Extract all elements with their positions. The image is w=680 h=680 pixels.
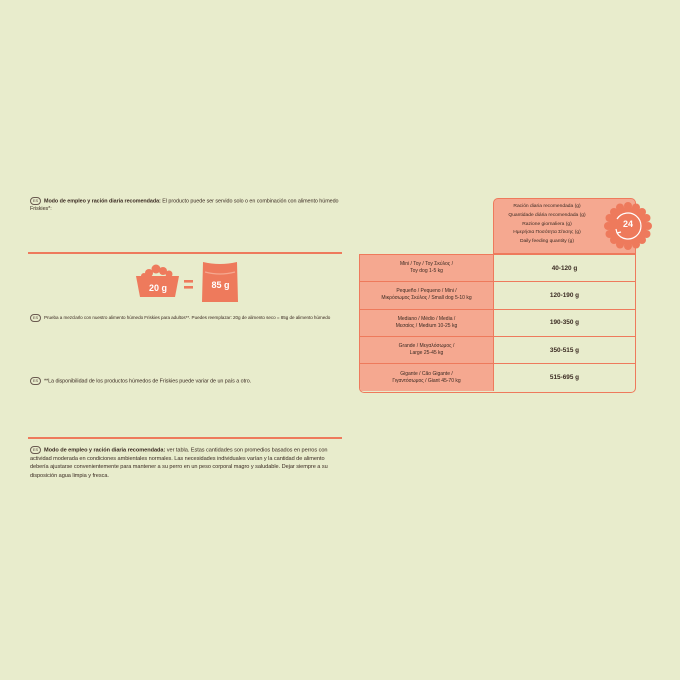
dog-size-label: Mediano / Médio / Media / bbox=[397, 315, 456, 322]
dog-size-label: Toy dog 1-5 kg bbox=[410, 268, 443, 275]
table-row bbox=[360, 255, 635, 282]
dog-size-cell bbox=[360, 255, 494, 281]
mixing-note bbox=[30, 314, 360, 322]
wet-amount: 85 g bbox=[211, 280, 230, 290]
dog-size-cell bbox=[360, 364, 494, 391]
quantity-cell: 190-350 g bbox=[549, 319, 580, 327]
table-row bbox=[360, 310, 635, 337]
dog-size-label: Μεσαίος / Medium 10-25 kg bbox=[395, 322, 458, 329]
availability-note-text: **La disponibilidad de los productos húmedos de Friskies puede variar de un país a otro. bbox=[44, 378, 252, 385]
header-line: Razione giornaliera (g) bbox=[522, 221, 572, 227]
feeding-instructions-line: ver tabla. Estas cantidades son promedios basados en perros con bbox=[165, 447, 328, 454]
24-hour-icon bbox=[603, 201, 653, 251]
feeding-intro bbox=[30, 197, 350, 213]
feeding-table bbox=[359, 254, 636, 393]
header-line: Ημερήσια Ποσότητα Σίτισης (g) bbox=[513, 230, 581, 236]
quantity-cell: 40-120 g bbox=[551, 264, 578, 272]
quantity-cell: 350-515 g bbox=[549, 346, 580, 354]
dog-size-label: Gigante / Cão Gigante / bbox=[400, 370, 453, 377]
table-row bbox=[360, 337, 635, 364]
header-line: Daily feeding quantity (g) bbox=[519, 239, 575, 245]
feeding-instructions-heading: Modo de empleo y ración diaria recomendada: bbox=[44, 447, 166, 454]
mixing-note-text: Prueba a mezclarlo con nuestro alimento húmedo Friskies para adultos**. Puedes reemplazar: 20g de alimento seco = 85g de alimento húmedo bbox=[44, 315, 331, 321]
quantity-cell: 515-695 g bbox=[549, 374, 580, 382]
dog-size-label: Mini / Toy / Toy Σκύλος / bbox=[400, 261, 453, 268]
dry-wet-equivalence bbox=[135, 260, 245, 305]
language-badge: ES bbox=[30, 197, 41, 205]
dog-size-cell bbox=[360, 310, 494, 336]
dog-size-cell bbox=[360, 337, 494, 363]
language-badge: ES bbox=[30, 377, 41, 385]
feeding-instructions-line: actividad moderada en condiciones ambientales normales. Las necesidades individuales varían y la cantidad de alimento bbox=[30, 455, 325, 462]
feeding-intro-text: El producto puede ser servido solo o en combinación con alimento húmedo Friskies*: bbox=[30, 198, 339, 212]
availability-note bbox=[30, 377, 350, 386]
dog-size-label: Grande / Μεγαλόσωμος / bbox=[398, 343, 455, 350]
feeding-instructions bbox=[30, 446, 350, 480]
header-line: Ración diaria recomendada (g) bbox=[513, 204, 581, 209]
dog-size-label: Γιγαντόσωμος / Giant 45-70 kg bbox=[392, 377, 461, 384]
dog-size-cell bbox=[360, 282, 494, 308]
divider bbox=[28, 252, 342, 254]
table-row bbox=[360, 364, 635, 391]
feeding-instructions-line: disposición agua limpia y fresca. bbox=[30, 472, 109, 479]
language-badge: ES bbox=[30, 446, 41, 454]
dog-size-label: Large 25-45 kg bbox=[409, 350, 444, 357]
language-badge: ES bbox=[30, 314, 41, 322]
divider bbox=[28, 437, 342, 439]
24-hour-label: 24 bbox=[622, 219, 633, 229]
dog-size-label: Pequeño / Pequeno / Mini / bbox=[396, 288, 457, 295]
dry-amount: 20 g bbox=[148, 283, 167, 293]
feeding-instructions-line: debería ajustarse convenientemente para mantener a su perro en un peso corporal magro y saludable. Dejar siempre a su bbox=[30, 464, 328, 471]
table-row bbox=[360, 282, 635, 309]
header-line: Quantidade diária recomendada (g) bbox=[508, 212, 586, 218]
quantity-cell: 120-190 g bbox=[549, 291, 580, 299]
dog-size-label: Μικρόσωμος Σκύλος / Small dog 5-10 kg bbox=[381, 295, 472, 302]
feeding-intro-heading: Modo de empleo y ración diaria recomendada: bbox=[44, 198, 161, 205]
